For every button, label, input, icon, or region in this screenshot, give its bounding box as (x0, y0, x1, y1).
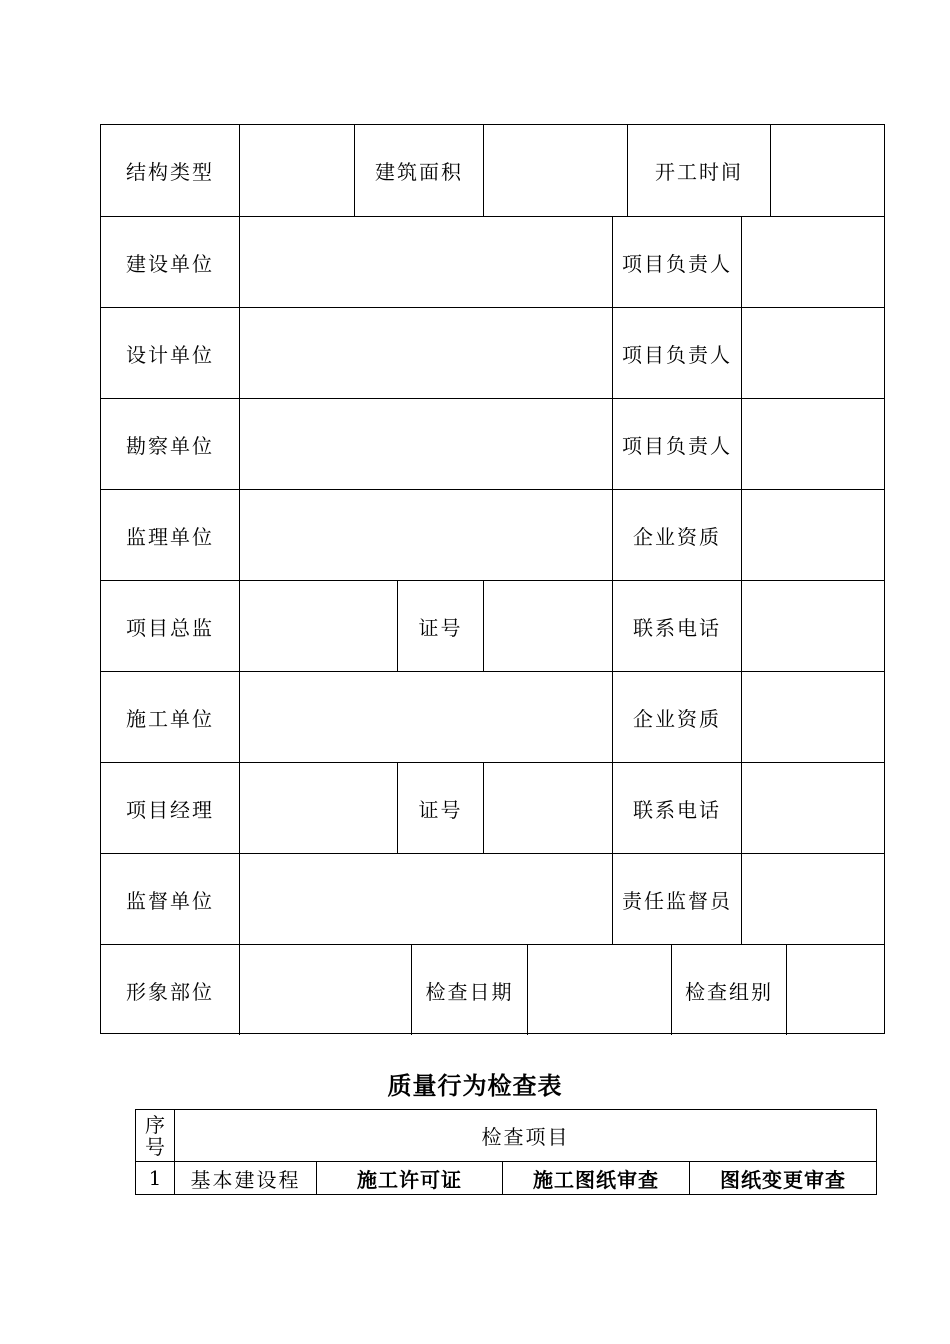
table-row (101, 398, 884, 489)
table-row (101, 216, 884, 307)
value-certificate-no[interactable] (483, 763, 612, 853)
label-responsible-inspector: 责任监督员 (612, 854, 741, 944)
label-certificate-no: 证号 (397, 581, 483, 671)
value-structure-type[interactable] (239, 125, 354, 216)
value-progress-stage[interactable] (239, 945, 411, 1035)
table-row (101, 307, 884, 398)
quality-inspection-table (135, 1109, 877, 1195)
value-enterprise-qualification[interactable] (741, 672, 884, 762)
label-contact-phone: 联系电话 (612, 581, 741, 671)
table-row (101, 944, 884, 1035)
item-construction-permit: 施工许可证 (357, 1167, 462, 1192)
value-enterprise-qualification[interactable] (741, 490, 884, 580)
label-project-manager: 项目经理 (126, 797, 214, 822)
label-progress-stage: 形象部位 (126, 979, 214, 1004)
label-survey-unit: 勘察单位 (126, 433, 214, 458)
table-row (101, 489, 884, 580)
value-oversight-unit[interactable] (239, 854, 612, 944)
value-survey-unit[interactable] (239, 399, 612, 489)
label-enterprise-qualification: 企业资质 (612, 490, 741, 580)
value-contact-phone[interactable] (741, 763, 884, 853)
item-drawing-change-review: 图纸变更审查 (720, 1167, 846, 1192)
label-inspection-date: 检查日期 (411, 945, 527, 1035)
table-row (101, 762, 884, 853)
value-project-manager[interactable] (239, 763, 397, 853)
label-enterprise-qualification: 企业资质 (612, 672, 741, 762)
label-structure-type: 结构类型 (126, 160, 214, 184)
quality-table-title: 质量行为检查表 (387, 1072, 563, 1100)
value-inspection-group[interactable] (786, 945, 884, 1035)
value-inspection-date[interactable] (527, 945, 671, 1035)
value-responsible-inspector[interactable] (741, 854, 884, 944)
value-chief-supervisor[interactable] (239, 581, 397, 671)
label-design-unit: 设计单位 (126, 342, 214, 367)
project-info-table (100, 124, 885, 1034)
header-seq-line2: 号 (145, 1134, 165, 1159)
value-design-unit[interactable] (239, 308, 612, 398)
label-project-leader: 项目负责人 (612, 308, 741, 398)
header-inspection-item: 检查项目 (481, 1125, 570, 1149)
value-construction-unit[interactable] (239, 217, 612, 307)
label-construction-unit: 建设单位 (126, 251, 214, 276)
table-row (101, 125, 884, 216)
label-building-area: 建筑面积 (354, 125, 483, 216)
row-seq: 1 (148, 1166, 162, 1190)
item-drawing-review: 施工图纸审查 (533, 1167, 659, 1192)
header-seq-line1: 序 (145, 1112, 165, 1137)
label-contractor-unit: 施工单位 (126, 706, 214, 731)
value-start-time[interactable] (770, 125, 884, 216)
label-supervision-unit: 监理单位 (126, 524, 214, 549)
value-certificate-no[interactable] (483, 581, 612, 671)
header-seq (136, 1110, 174, 1161)
label-oversight-unit: 监督单位 (126, 888, 214, 913)
value-contractor-unit[interactable] (239, 672, 612, 762)
label-inspection-group: 检查组别 (671, 945, 786, 1035)
row-category: 基本建设程 (190, 1167, 301, 1192)
table-row (101, 671, 884, 762)
label-project-leader: 项目负责人 (612, 399, 741, 489)
label-project-leader: 项目负责人 (612, 217, 741, 307)
value-project-leader[interactable] (741, 308, 884, 398)
label-start-time: 开工时间 (627, 125, 770, 216)
table-row (101, 580, 884, 671)
value-contact-phone[interactable] (741, 581, 884, 671)
label-contact-phone: 联系电话 (612, 763, 741, 853)
label-certificate-no: 证号 (397, 763, 483, 853)
value-supervision-unit[interactable] (239, 490, 612, 580)
table-row (101, 853, 884, 944)
value-project-leader[interactable] (741, 399, 884, 489)
value-building-area[interactable] (483, 125, 627, 216)
label-chief-supervisor: 项目总监 (126, 615, 214, 640)
value-project-leader[interactable] (741, 217, 884, 307)
